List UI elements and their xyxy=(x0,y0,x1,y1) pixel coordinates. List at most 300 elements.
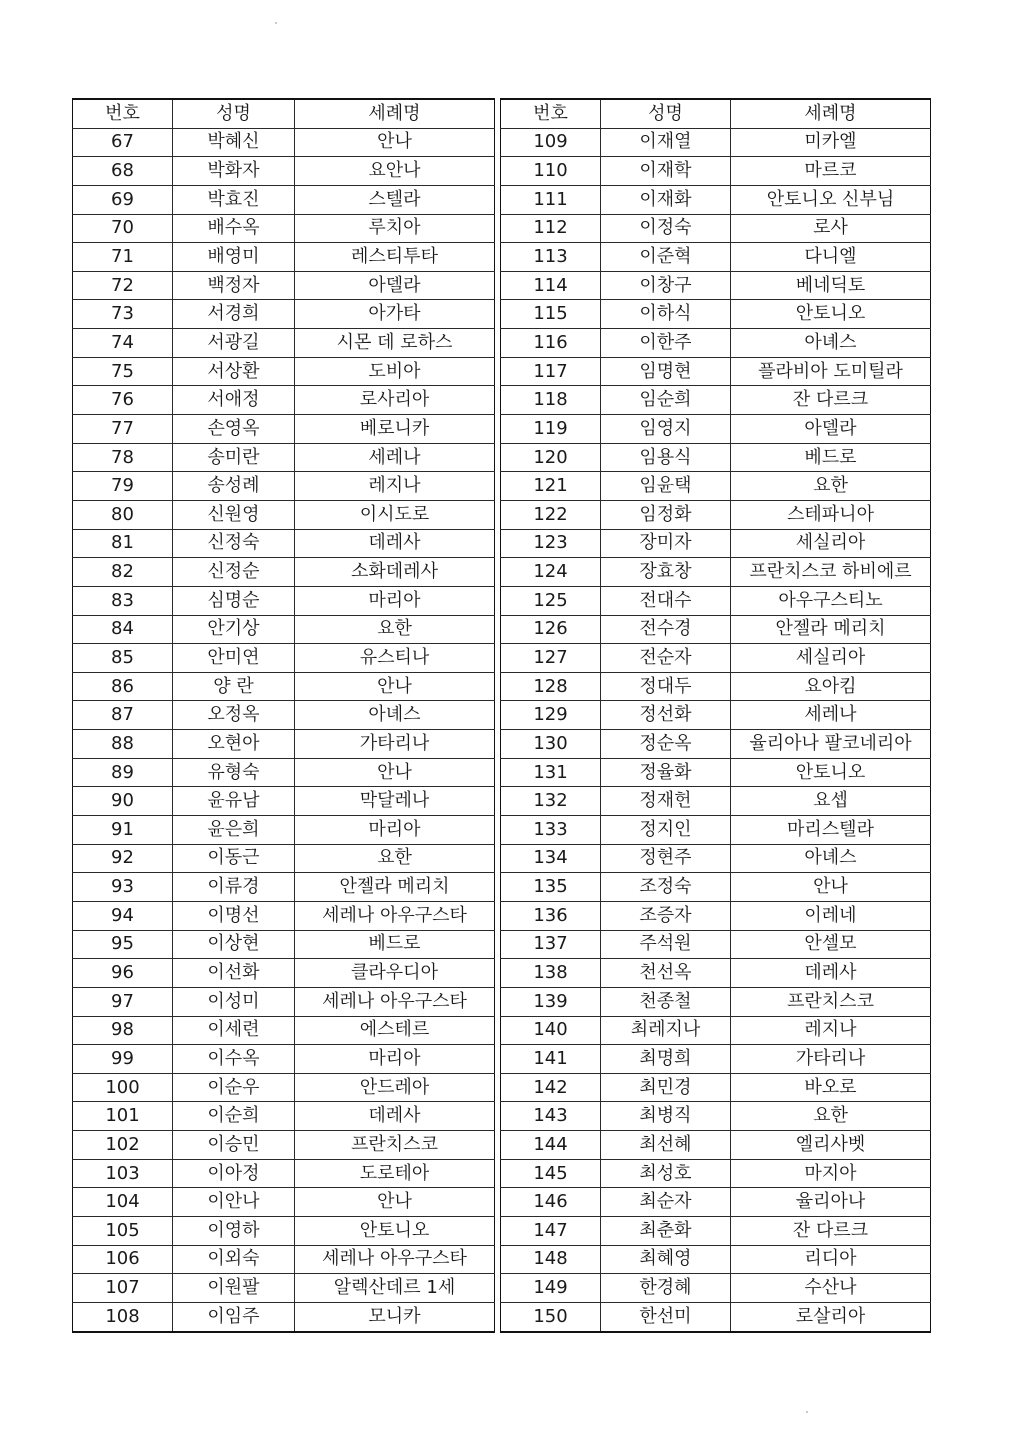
cell-baptismal-name: 데레사 xyxy=(295,1102,495,1131)
cell-baptismal-name: 프란치스코 하비에르 xyxy=(731,558,931,587)
cell-baptismal-name: 에스테르 xyxy=(295,1016,495,1045)
cell-number: 94 xyxy=(73,901,173,930)
cell-number: 139 xyxy=(501,987,601,1016)
cell-name: 손영옥 xyxy=(173,415,295,444)
cell-number: 91 xyxy=(73,816,173,845)
cell-number: 115 xyxy=(501,300,601,329)
cell-baptismal-name: 안나 xyxy=(295,672,495,701)
cell-baptismal-name: 이레네 xyxy=(731,901,931,930)
cell-number: 101 xyxy=(73,1102,173,1131)
cell-name: 이순희 xyxy=(173,1102,295,1131)
cell-number: 140 xyxy=(501,1016,601,1045)
cell-number: 117 xyxy=(501,357,601,386)
cell-name: 윤유남 xyxy=(173,787,295,816)
cell-name: 최순자 xyxy=(601,1188,731,1217)
cell-number: 74 xyxy=(73,329,173,358)
table-row xyxy=(73,1302,495,1331)
cell-number: 77 xyxy=(73,415,173,444)
roster-table-left xyxy=(72,98,495,1333)
cell-name: 전대수 xyxy=(601,586,731,615)
table-row xyxy=(501,730,931,759)
cell-number: 138 xyxy=(501,959,601,988)
cell-number: 114 xyxy=(501,271,601,300)
header-row xyxy=(73,99,495,128)
cell-name: 오현아 xyxy=(173,730,295,759)
cell-baptismal-name: 세레나 아우구스타 xyxy=(295,1245,495,1274)
cell-baptismal-name: 세레나 아우구스타 xyxy=(295,901,495,930)
cell-number: 104 xyxy=(73,1188,173,1217)
table-row xyxy=(501,672,931,701)
table-row xyxy=(73,357,495,386)
cell-number: 95 xyxy=(73,930,173,959)
cell-baptismal-name: 플라비아 도미틸라 xyxy=(731,357,931,386)
cell-number: 67 xyxy=(73,128,173,157)
cell-baptismal-name: 바오로 xyxy=(731,1073,931,1102)
cell-name: 이수옥 xyxy=(173,1045,295,1074)
cell-name: 서애정 xyxy=(173,386,295,415)
cell-number: 132 xyxy=(501,787,601,816)
cell-name: 임순희 xyxy=(601,386,731,415)
cell-number: 70 xyxy=(73,214,173,243)
cell-name: 이한주 xyxy=(601,329,731,358)
cell-name: 전순자 xyxy=(601,644,731,673)
cell-baptismal-name: 유스티나 xyxy=(295,644,495,673)
cell-name: 유형숙 xyxy=(173,758,295,787)
cell-baptismal-name: 클라우디아 xyxy=(295,959,495,988)
cell-baptismal-name: 프란치스코 xyxy=(731,987,931,1016)
cell-number: 124 xyxy=(501,558,601,587)
cell-baptismal-name: 다니엘 xyxy=(731,243,931,272)
cell-name: 최민경 xyxy=(601,1073,731,1102)
table-row xyxy=(501,529,931,558)
table-row xyxy=(73,844,495,873)
cell-name: 이원팔 xyxy=(173,1274,295,1303)
cell-baptismal-name: 안토니오 xyxy=(731,300,931,329)
cell-number: 84 xyxy=(73,615,173,644)
cell-name: 안기상 xyxy=(173,615,295,644)
header-number: 번호 xyxy=(73,99,173,128)
cell-number: 119 xyxy=(501,415,601,444)
cell-number: 106 xyxy=(73,1245,173,1274)
cell-baptismal-name: 리디아 xyxy=(731,1245,931,1274)
cell-name: 최레지나 xyxy=(601,1016,731,1045)
table-row xyxy=(501,644,931,673)
cell-name: 윤은희 xyxy=(173,816,295,845)
cell-baptismal-name: 레지나 xyxy=(295,472,495,501)
cell-name: 박혜신 xyxy=(173,128,295,157)
cell-baptismal-name: 세실리아 xyxy=(731,644,931,673)
cell-name: 장미자 xyxy=(601,529,731,558)
cell-baptismal-name: 요셉 xyxy=(731,787,931,816)
cell-name: 임명현 xyxy=(601,357,731,386)
cell-name: 정재헌 xyxy=(601,787,731,816)
table-row xyxy=(73,472,495,501)
cell-baptismal-name: 아가타 xyxy=(295,300,495,329)
cell-name: 이명선 xyxy=(173,901,295,930)
cell-baptismal-name: 잔 다르크 xyxy=(731,1216,931,1245)
cell-name: 배수옥 xyxy=(173,214,295,243)
cell-name: 이동근 xyxy=(173,844,295,873)
cell-baptismal-name: 수산나 xyxy=(731,1274,931,1303)
cell-name: 최병직 xyxy=(601,1102,731,1131)
table-row xyxy=(73,300,495,329)
cell-number: 73 xyxy=(73,300,173,329)
cell-name: 정대두 xyxy=(601,672,731,701)
header-baptismal-name: 세례명 xyxy=(731,99,931,128)
cell-number: 120 xyxy=(501,443,601,472)
table-row xyxy=(501,1073,931,1102)
cell-number: 123 xyxy=(501,529,601,558)
cell-name: 이성미 xyxy=(173,987,295,1016)
cell-number: 105 xyxy=(73,1216,173,1245)
cell-number: 129 xyxy=(501,701,601,730)
cell-name: 정율화 xyxy=(601,758,731,787)
cell-baptismal-name: 베드로 xyxy=(295,930,495,959)
cell-name: 신원영 xyxy=(173,500,295,529)
cell-name: 이순우 xyxy=(173,1073,295,1102)
cell-baptismal-name: 요안나 xyxy=(295,157,495,186)
cell-baptismal-name: 마르코 xyxy=(731,157,931,186)
cell-baptismal-name: 가타리나 xyxy=(731,1045,931,1074)
cell-number: 81 xyxy=(73,529,173,558)
cell-number: 133 xyxy=(501,816,601,845)
cell-baptismal-name: 막달레나 xyxy=(295,787,495,816)
cell-name: 정현주 xyxy=(601,844,731,873)
table-row xyxy=(501,930,931,959)
table-row xyxy=(73,443,495,472)
roster-table-right xyxy=(500,98,931,1333)
cell-baptismal-name: 이시도로 xyxy=(295,500,495,529)
cell-name: 양 란 xyxy=(173,672,295,701)
cell-baptismal-name: 안셀모 xyxy=(731,930,931,959)
table-row xyxy=(501,243,931,272)
cell-number: 122 xyxy=(501,500,601,529)
cell-baptismal-name: 마리아 xyxy=(295,586,495,615)
cell-number: 111 xyxy=(501,185,601,214)
cell-name: 최성호 xyxy=(601,1159,731,1188)
table-row xyxy=(73,271,495,300)
roster-body-right xyxy=(501,128,931,1331)
cell-name: 이재학 xyxy=(601,157,731,186)
cell-name: 박효진 xyxy=(173,185,295,214)
cell-name: 임용식 xyxy=(601,443,731,472)
table-row xyxy=(501,185,931,214)
table-row xyxy=(501,1102,931,1131)
cell-baptismal-name: 데레사 xyxy=(295,529,495,558)
table-row xyxy=(73,243,495,272)
cell-baptismal-name: 엘리사벳 xyxy=(731,1131,931,1160)
table-row xyxy=(73,930,495,959)
cell-baptismal-name: 스테파니아 xyxy=(731,500,931,529)
cell-baptismal-name: 로살리아 xyxy=(731,1302,931,1331)
cell-name: 최혜영 xyxy=(601,1245,731,1274)
cell-number: 121 xyxy=(501,472,601,501)
cell-baptismal-name: 아녜스 xyxy=(731,844,931,873)
table-row xyxy=(73,901,495,930)
cell-name: 서상환 xyxy=(173,357,295,386)
table-row xyxy=(501,329,931,358)
cell-name: 송미란 xyxy=(173,443,295,472)
header-baptismal-name: 세례명 xyxy=(295,99,495,128)
table-row xyxy=(73,730,495,759)
cell-number: 100 xyxy=(73,1073,173,1102)
cell-number: 136 xyxy=(501,901,601,930)
cell-baptismal-name: 세레나 xyxy=(295,443,495,472)
header-name: 성명 xyxy=(601,99,731,128)
cell-number: 78 xyxy=(73,443,173,472)
table-row xyxy=(73,1016,495,1045)
table-row xyxy=(73,415,495,444)
cell-baptismal-name: 안젤라 메리치 xyxy=(731,615,931,644)
table-row xyxy=(73,987,495,1016)
cell-number: 86 xyxy=(73,672,173,701)
cell-baptismal-name: 요한 xyxy=(731,1102,931,1131)
cell-baptismal-name: 마리아 xyxy=(295,1045,495,1074)
cell-name: 송성례 xyxy=(173,472,295,501)
cell-baptismal-name: 세실리아 xyxy=(731,529,931,558)
cell-name: 정지인 xyxy=(601,816,731,845)
cell-name: 서경희 xyxy=(173,300,295,329)
cell-number: 128 xyxy=(501,672,601,701)
cell-baptismal-name: 로사리아 xyxy=(295,386,495,415)
cell-number: 131 xyxy=(501,758,601,787)
roster-sheet xyxy=(72,98,930,1332)
table-row xyxy=(73,873,495,902)
cell-name: 이안나 xyxy=(173,1188,295,1217)
cell-number: 137 xyxy=(501,930,601,959)
cell-number: 142 xyxy=(501,1073,601,1102)
cell-number: 150 xyxy=(501,1302,601,1331)
cell-name: 이창구 xyxy=(601,271,731,300)
table-row xyxy=(73,529,495,558)
cell-baptismal-name: 마리스텔라 xyxy=(731,816,931,845)
table-row xyxy=(501,128,931,157)
table-row xyxy=(501,500,931,529)
cell-number: 98 xyxy=(73,1016,173,1045)
scan-speck xyxy=(806,1411,808,1413)
table-row xyxy=(501,873,931,902)
cell-name: 이정숙 xyxy=(601,214,731,243)
cell-number: 148 xyxy=(501,1245,601,1274)
cell-name: 최춘화 xyxy=(601,1216,731,1245)
cell-name: 주석원 xyxy=(601,930,731,959)
cell-baptismal-name: 율리아나 xyxy=(731,1188,931,1217)
cell-name: 이류경 xyxy=(173,873,295,902)
cell-number: 89 xyxy=(73,758,173,787)
cell-number: 102 xyxy=(73,1131,173,1160)
cell-baptismal-name: 도비아 xyxy=(295,357,495,386)
cell-baptismal-name: 안나 xyxy=(295,128,495,157)
table-row xyxy=(501,357,931,386)
cell-baptismal-name: 마리아 xyxy=(295,816,495,845)
cell-number: 143 xyxy=(501,1102,601,1131)
cell-number: 87 xyxy=(73,701,173,730)
cell-name: 심명순 xyxy=(173,586,295,615)
table-row xyxy=(501,1159,931,1188)
cell-number: 93 xyxy=(73,873,173,902)
cell-name: 정순옥 xyxy=(601,730,731,759)
cell-baptismal-name: 프란치스코 xyxy=(295,1131,495,1160)
table-row xyxy=(501,300,931,329)
cell-baptismal-name: 가타리나 xyxy=(295,730,495,759)
table-row xyxy=(73,586,495,615)
cell-number: 103 xyxy=(73,1159,173,1188)
cell-number: 71 xyxy=(73,243,173,272)
table-row xyxy=(73,1274,495,1303)
cell-name: 이선화 xyxy=(173,959,295,988)
table-row xyxy=(501,157,931,186)
cell-number: 80 xyxy=(73,500,173,529)
cell-baptismal-name: 요아킴 xyxy=(731,672,931,701)
table-row xyxy=(501,1216,931,1245)
cell-number: 99 xyxy=(73,1045,173,1074)
cell-name: 이세련 xyxy=(173,1016,295,1045)
cell-number: 85 xyxy=(73,644,173,673)
table-row xyxy=(73,1245,495,1274)
cell-number: 88 xyxy=(73,730,173,759)
table-row xyxy=(73,1216,495,1245)
table-row xyxy=(501,386,931,415)
cell-baptismal-name: 베네딕토 xyxy=(731,271,931,300)
cell-number: 147 xyxy=(501,1216,601,1245)
cell-number: 146 xyxy=(501,1188,601,1217)
cell-baptismal-name: 레스티투타 xyxy=(295,243,495,272)
table-row xyxy=(73,1159,495,1188)
table-row xyxy=(73,615,495,644)
table-row xyxy=(73,1102,495,1131)
cell-name: 최명희 xyxy=(601,1045,731,1074)
cell-number: 75 xyxy=(73,357,173,386)
table-row xyxy=(501,1245,931,1274)
cell-name: 한경혜 xyxy=(601,1274,731,1303)
cell-number: 76 xyxy=(73,386,173,415)
cell-number: 69 xyxy=(73,185,173,214)
cell-name: 서광길 xyxy=(173,329,295,358)
cell-name: 신정순 xyxy=(173,558,295,587)
cell-number: 116 xyxy=(501,329,601,358)
table-row xyxy=(73,959,495,988)
table-row xyxy=(501,271,931,300)
cell-number: 108 xyxy=(73,1302,173,1331)
table-row xyxy=(501,758,931,787)
cell-name: 임정화 xyxy=(601,500,731,529)
cell-baptismal-name: 아우구스티노 xyxy=(731,586,931,615)
cell-number: 126 xyxy=(501,615,601,644)
cell-baptismal-name: 도로테아 xyxy=(295,1159,495,1188)
table-row xyxy=(73,214,495,243)
cell-number: 79 xyxy=(73,472,173,501)
cell-name: 이승민 xyxy=(173,1131,295,1160)
cell-number: 83 xyxy=(73,586,173,615)
cell-name: 이임주 xyxy=(173,1302,295,1331)
table-row xyxy=(501,415,931,444)
cell-baptismal-name: 미카엘 xyxy=(731,128,931,157)
cell-name: 백정자 xyxy=(173,271,295,300)
cell-baptismal-name: 마지아 xyxy=(731,1159,931,1188)
table-row xyxy=(501,701,931,730)
cell-number: 113 xyxy=(501,243,601,272)
table-row xyxy=(501,987,931,1016)
cell-baptismal-name: 로사 xyxy=(731,214,931,243)
table-row xyxy=(501,1131,931,1160)
cell-baptismal-name: 베로니카 xyxy=(295,415,495,444)
cell-baptismal-name: 세레나 xyxy=(731,701,931,730)
table-row xyxy=(501,787,931,816)
cell-baptismal-name: 아델라 xyxy=(731,415,931,444)
cell-number: 112 xyxy=(501,214,601,243)
table-row xyxy=(501,1188,931,1217)
table-row xyxy=(73,644,495,673)
header-row xyxy=(501,99,931,128)
cell-baptismal-name: 안토니오 xyxy=(731,758,931,787)
cell-baptismal-name: 안나 xyxy=(731,873,931,902)
cell-name: 임윤택 xyxy=(601,472,731,501)
cell-name: 안미연 xyxy=(173,644,295,673)
table-row xyxy=(501,586,931,615)
table-row xyxy=(501,443,931,472)
cell-number: 109 xyxy=(501,128,601,157)
cell-name: 천종철 xyxy=(601,987,731,1016)
roster-body-left xyxy=(73,128,495,1331)
table-row xyxy=(501,615,931,644)
cell-name: 장효창 xyxy=(601,558,731,587)
cell-number: 125 xyxy=(501,586,601,615)
table-row xyxy=(73,500,495,529)
cell-number: 130 xyxy=(501,730,601,759)
table-row xyxy=(73,386,495,415)
cell-baptismal-name: 율리아나 팔코네리아 xyxy=(731,730,931,759)
cell-number: 134 xyxy=(501,844,601,873)
table-row xyxy=(501,1045,931,1074)
table-row xyxy=(501,959,931,988)
cell-baptismal-name: 시몬 데 로하스 xyxy=(295,329,495,358)
cell-name: 오정옥 xyxy=(173,701,295,730)
cell-baptismal-name: 루치아 xyxy=(295,214,495,243)
cell-name: 정선화 xyxy=(601,701,731,730)
cell-name: 이준혁 xyxy=(601,243,731,272)
table-row xyxy=(73,329,495,358)
cell-name: 한선미 xyxy=(601,1302,731,1331)
cell-number: 72 xyxy=(73,271,173,300)
cell-number: 97 xyxy=(73,987,173,1016)
table-row xyxy=(501,901,931,930)
cell-number: 107 xyxy=(73,1274,173,1303)
cell-name: 이외숙 xyxy=(173,1245,295,1274)
cell-name: 전수경 xyxy=(601,615,731,644)
table-row xyxy=(73,787,495,816)
cell-name: 박화자 xyxy=(173,157,295,186)
cell-baptismal-name: 잔 다르크 xyxy=(731,386,931,415)
cell-baptismal-name: 데레사 xyxy=(731,959,931,988)
cell-number: 127 xyxy=(501,644,601,673)
table-row xyxy=(501,816,931,845)
cell-baptismal-name: 요한 xyxy=(295,615,495,644)
cell-name: 이재열 xyxy=(601,128,731,157)
cell-name: 신정숙 xyxy=(173,529,295,558)
cell-baptismal-name: 안나 xyxy=(295,758,495,787)
cell-number: 144 xyxy=(501,1131,601,1160)
table-row xyxy=(73,701,495,730)
cell-name: 조정숙 xyxy=(601,873,731,902)
cell-name: 조증자 xyxy=(601,901,731,930)
cell-number: 141 xyxy=(501,1045,601,1074)
cell-number: 68 xyxy=(73,157,173,186)
cell-name: 배영미 xyxy=(173,243,295,272)
cell-baptismal-name: 세레나 아우구스타 xyxy=(295,987,495,1016)
table-row xyxy=(501,558,931,587)
cell-baptismal-name: 모니카 xyxy=(295,1302,495,1331)
cell-baptismal-name: 베드로 xyxy=(731,443,931,472)
